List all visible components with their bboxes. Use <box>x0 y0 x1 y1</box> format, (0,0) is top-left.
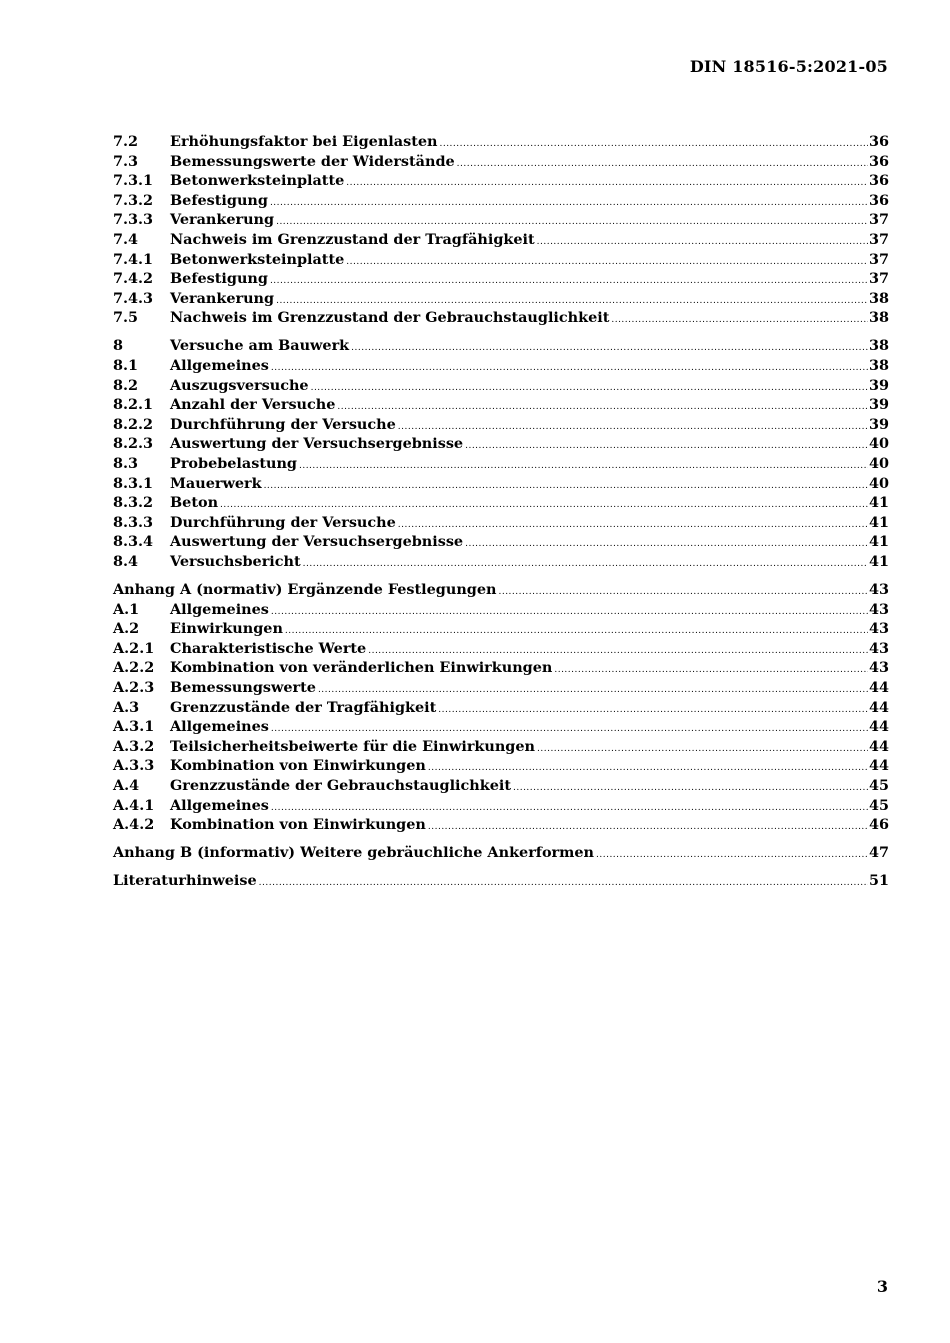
toc-entry-number: 7.3.2 <box>113 191 154 209</box>
toc-dot-leader <box>271 359 868 379</box>
toc-entry-number: A.3.1 <box>113 718 155 736</box>
toc-entry[interactable] <box>113 132 889 152</box>
toc-entry-number: A.3.3 <box>113 757 155 775</box>
toc-entry-page: 51 <box>868 872 889 890</box>
toc-entry-title: Kombination von veränderlichen Einwirkungen <box>170 659 553 677</box>
toc-entry[interactable] <box>113 698 889 718</box>
toc-entry-number: 7.3 <box>113 152 139 170</box>
toc-entry-title: Auswertung der Versuchsergebnisse <box>170 435 464 453</box>
toc-entry[interactable] <box>113 580 889 600</box>
toc-entry-title: Einwirkungen <box>170 620 283 638</box>
toc-entry-number: A.3.2 <box>113 737 155 755</box>
toc-entry-title: Kombination von Einwirkungen <box>170 816 426 834</box>
toc-entry-number: A.2.1 <box>113 639 155 657</box>
toc-entry-page: 38 <box>868 289 889 307</box>
toc-entry-page: 40 <box>868 474 889 492</box>
toc-entry[interactable] <box>113 513 889 533</box>
toc-entry-title: Durchführung der Versuche <box>170 415 396 433</box>
toc-entry-title: Befestigung <box>170 270 268 288</box>
toc-entry-page: 36 <box>868 172 889 190</box>
toc-entry-title: Nachweis im Grenzzustand der Tragfähigkeit <box>170 230 535 248</box>
toc-entry-number: A.1 <box>113 600 140 618</box>
toc-dot-leader <box>554 661 868 681</box>
toc-entry-page: 43 <box>868 620 889 638</box>
toc-entry-title: Allgemeines <box>170 796 269 814</box>
toc-group <box>113 843 889 863</box>
toc-entry-page: 37 <box>868 211 889 229</box>
toc-dot-leader <box>465 535 868 555</box>
toc-entry[interactable] <box>113 639 889 659</box>
toc-dot-leader <box>596 846 868 866</box>
toc-entry[interactable] <box>113 815 889 835</box>
toc-dot-leader <box>611 311 868 331</box>
toc-entry-page: 46 <box>868 816 889 834</box>
toc-entry-page: 43 <box>868 600 889 618</box>
toc-entry[interactable] <box>113 678 889 698</box>
toc-entry-page: 36 <box>868 152 889 170</box>
toc-dot-leader <box>465 437 868 457</box>
toc-entry-number: 8.3.3 <box>113 513 154 531</box>
toc-entry-page: 37 <box>868 270 889 288</box>
toc-entry-page: 44 <box>868 737 889 755</box>
toc-entry[interactable] <box>113 600 889 620</box>
toc-entry[interactable] <box>113 152 889 172</box>
toc-entry-number: 8.3 <box>113 455 139 472</box>
toc-entry-page: 38 <box>868 337 889 355</box>
toc-entry-title: Literaturhinweise <box>113 872 257 890</box>
toc-entry-page: 44 <box>868 698 889 716</box>
toc-entry-page: 39 <box>868 415 889 433</box>
toc-entry-title: Teilsicherheitsbeiwerte für die Einwirkungen <box>170 737 535 755</box>
toc-entry-page: 41 <box>868 494 889 512</box>
toc-entry-page: 38 <box>868 309 889 327</box>
toc-dot-leader <box>498 583 868 603</box>
toc-entry[interactable] <box>113 871 889 891</box>
toc-entry-title: Allgemeines <box>170 600 269 618</box>
toc-entry[interactable] <box>113 717 889 737</box>
toc-entry[interactable] <box>113 230 889 250</box>
toc-entry-page: 45 <box>868 777 889 794</box>
toc-group <box>113 336 889 571</box>
toc-entry-title: Erhöhungsfaktor bei Eigenlasten <box>170 133 438 150</box>
toc-entry[interactable] <box>113 415 889 435</box>
toc-entry-title: Betonwerksteinplatte <box>170 172 345 190</box>
toc-entry[interactable] <box>113 756 889 776</box>
toc-entry-number: A.2.3 <box>113 679 155 697</box>
toc-dot-leader <box>351 339 868 359</box>
toc-entry-number: 7.4.3 <box>113 289 154 307</box>
toc-entry-number: 8.2.1 <box>113 396 154 414</box>
toc-entry-title: Verankerung <box>170 289 275 307</box>
toc-entry-number: 8.3.4 <box>113 533 154 551</box>
toc-entry-title: Bemessungswerte der Widerstände <box>170 152 455 170</box>
toc-entry[interactable] <box>113 250 889 270</box>
toc-entry-page: 37 <box>868 250 889 268</box>
toc-entry[interactable] <box>113 737 889 757</box>
toc-entry-number: A.2.2 <box>113 659 155 677</box>
toc-entry-number: A.3 <box>113 698 140 716</box>
toc-entry-number: A.2 <box>113 620 140 638</box>
toc-entry-title: Grenzzustände der Tragfähigkeit <box>170 698 437 716</box>
toc-entry-title: Bemessungswerte <box>170 679 316 697</box>
toc-dot-leader <box>259 874 868 894</box>
toc-entry-number: A.4.1 <box>113 796 155 814</box>
toc-entry-number: A.4.2 <box>113 816 155 834</box>
toc-entry-number: 8.3.2 <box>113 494 154 512</box>
toc-entry[interactable] <box>113 289 889 309</box>
toc-entry[interactable] <box>113 395 889 415</box>
toc-entry-page: 43 <box>868 659 889 677</box>
toc-entry[interactable] <box>113 356 889 376</box>
toc-group <box>113 871 889 891</box>
toc-dot-leader <box>285 622 868 642</box>
toc-entry[interactable] <box>113 171 889 191</box>
toc-entry[interactable] <box>113 843 889 863</box>
toc-entry-title: Probebelastung <box>170 455 297 472</box>
toc-entry-page: 41 <box>868 513 889 531</box>
toc-entry[interactable] <box>113 776 889 796</box>
toc-entry-number: 8.2.2 <box>113 415 154 433</box>
toc-dot-leader <box>270 272 868 292</box>
toc-dot-leader <box>303 555 868 575</box>
document-id: DIN 18516-5:2021-05 <box>689 57 888 76</box>
toc-entry-page: 45 <box>868 796 889 814</box>
toc-entry-title: Allgemeines <box>170 357 269 375</box>
toc-entry-number: 7.4 <box>113 230 139 248</box>
table-of-contents <box>113 132 889 899</box>
toc-entry-page: 41 <box>868 533 889 551</box>
toc-entry-number: 7.4.2 <box>113 270 154 288</box>
toc-entry[interactable] <box>113 376 889 396</box>
toc-entry[interactable] <box>113 210 889 230</box>
toc-entry-page: 43 <box>868 581 889 599</box>
toc-entry[interactable] <box>113 474 889 494</box>
toc-entry-number: 7.3.3 <box>113 211 154 229</box>
toc-entry-title: Auszugsversuche <box>170 376 309 394</box>
toc-dot-leader <box>398 516 868 536</box>
toc-entry[interactable] <box>113 658 889 678</box>
toc-entry-title: Auswertung der Versuchsergebnisse <box>170 533 464 551</box>
toc-entry-title: Versuche am Bauwerk <box>170 337 350 355</box>
toc-entry-page: 39 <box>868 396 889 414</box>
toc-entry-page: 36 <box>868 191 889 209</box>
toc-entry[interactable] <box>113 552 889 572</box>
toc-entry-title: Allgemeines <box>170 718 269 736</box>
toc-dot-leader <box>264 477 868 497</box>
toc-entry[interactable] <box>113 454 889 474</box>
toc-entry-page: 41 <box>868 552 889 570</box>
toc-entry-title: Beton <box>170 494 219 512</box>
toc-entry-page: 43 <box>868 639 889 657</box>
toc-dot-leader <box>299 457 868 477</box>
toc-entry[interactable] <box>113 434 889 454</box>
toc-dot-leader <box>398 418 868 438</box>
toc-group <box>113 580 889 835</box>
toc-dot-leader <box>346 174 868 194</box>
toc-entry-title: Mauerwerk <box>170 474 262 492</box>
toc-dot-leader <box>428 818 868 838</box>
toc-entry-number: 8.4 <box>113 552 139 570</box>
toc-entry[interactable] <box>113 796 889 816</box>
toc-entry-page: 44 <box>868 757 889 775</box>
toc-entry-number: 7.4.1 <box>113 250 154 268</box>
toc-entry-title: Nachweis im Grenzzustand der Gebrauchstauglichkeit <box>170 309 610 327</box>
toc-dot-leader <box>457 155 868 175</box>
toc-entry[interactable] <box>113 336 889 356</box>
toc-entry-number: 8.1 <box>113 357 139 375</box>
toc-entry[interactable] <box>113 493 889 513</box>
toc-entry-number: 7.5 <box>113 309 139 327</box>
toc-entry-page: 44 <box>868 679 889 697</box>
toc-entry-number: 7.3.1 <box>113 172 154 190</box>
toc-dot-leader <box>346 253 868 273</box>
toc-entry-number: A.4 <box>113 777 140 794</box>
toc-entry-title: Anzahl der Versuche <box>170 396 336 414</box>
toc-dot-leader <box>311 379 868 399</box>
page-number: 3 <box>876 1277 888 1296</box>
toc-entry-page: 40 <box>868 435 889 453</box>
toc-group <box>113 132 889 328</box>
toc-entry-number: 8.3.1 <box>113 474 154 492</box>
toc-entry-page: 40 <box>868 455 889 472</box>
toc-entry-title: Durchführung der Versuche <box>170 513 396 531</box>
toc-entry-page: 36 <box>868 133 889 150</box>
toc-entry-title: Versuchsbericht <box>170 552 301 570</box>
toc-entry[interactable] <box>113 308 889 328</box>
toc-entry-page: 44 <box>868 718 889 736</box>
toc-dot-leader <box>438 701 868 721</box>
toc-entry-page: 47 <box>868 844 889 862</box>
toc-dot-leader <box>439 135 868 155</box>
toc-entry[interactable] <box>113 269 889 289</box>
toc-entry[interactable] <box>113 532 889 552</box>
toc-entry-title: Grenzzustände der Gebrauchstauglichkeit <box>170 777 511 794</box>
toc-entry-title: Verankerung <box>170 211 275 229</box>
toc-entry-page: 38 <box>868 357 889 375</box>
toc-dot-leader <box>337 398 868 418</box>
toc-entry-title: Charakteristische Werte <box>170 639 367 657</box>
toc-entry[interactable] <box>113 191 889 211</box>
toc-entry-number: 7.2 <box>113 133 139 150</box>
toc-entry-title: Anhang A (normativ) Ergänzende Festlegungen <box>113 581 497 599</box>
toc-entry-page: 37 <box>868 230 889 248</box>
toc-dot-leader <box>270 194 868 214</box>
toc-entry-number: 8.2 <box>113 376 139 394</box>
toc-entry-page: 39 <box>868 376 889 394</box>
toc-entry-number: 8.2.3 <box>113 435 154 453</box>
toc-entry[interactable] <box>113 619 889 639</box>
toc-entry-number: 8 <box>113 337 124 355</box>
toc-dot-leader <box>537 740 868 760</box>
toc-dot-leader <box>271 603 868 623</box>
toc-dot-leader <box>537 233 868 253</box>
toc-entry-title: Kombination von Einwirkungen <box>170 757 426 775</box>
toc-entry-title: Anhang B (informativ) Weitere gebräuchliche Ankerformen <box>113 844 594 862</box>
toc-entry-title: Betonwerksteinplatte <box>170 250 345 268</box>
toc-entry-title: Befestigung <box>170 191 268 209</box>
toc-dot-leader <box>513 779 868 799</box>
